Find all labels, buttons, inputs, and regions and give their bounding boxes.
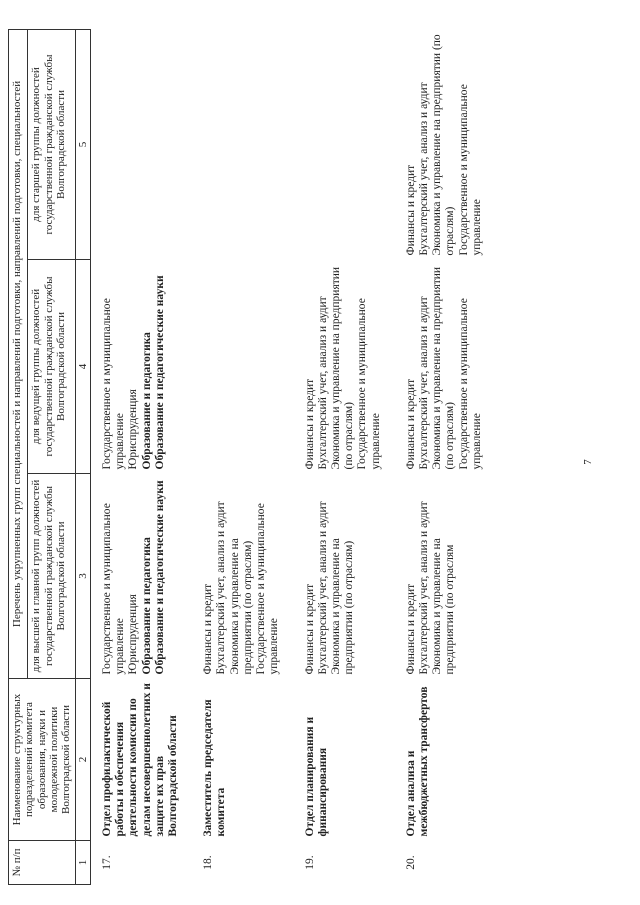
specialty-item: Экономика и управление на предприятии (по отраслям) <box>431 266 457 470</box>
table-row <box>395 29 496 884</box>
table-row <box>192 29 293 884</box>
specialty-item: Экономика и управление на предприятии (по отраслям) <box>329 266 356 470</box>
header-number: 2 <box>75 679 90 841</box>
specialty-item: Образование и педагогика <box>140 332 153 470</box>
specialties-senior <box>395 29 496 259</box>
header-senior: для старшей группы должностей государственной гражданской службы Волгоградской области <box>28 29 75 259</box>
header-number: 5 <box>75 29 90 259</box>
specialty-item: Государственное и муниципальное управление <box>255 503 281 675</box>
table-row <box>90 29 192 884</box>
header-numbers-row <box>75 29 90 884</box>
header-leading: для ведущей группы должностей государственной гражданской службы Волгоградской области <box>28 260 75 474</box>
page-number: 7 <box>581 459 594 465</box>
specialty-item: Экономика и управление на предприятии (по отраслям) <box>431 34 457 256</box>
specialties-highest <box>395 474 496 679</box>
specialty-item: Бухгалтерский учет, анализ и аудит <box>215 501 228 675</box>
specialty-item: Экономика и управление на предприятии (по отраслям <box>431 538 457 675</box>
specialty-item: Финансы и кредит <box>303 378 316 470</box>
header-highest: для высшей и главной групп должностей государственной гражданской службы Волгоградской области <box>28 474 75 679</box>
table-header <box>9 29 91 884</box>
specialty-item: Бухгалтерский учет, анализ и аудит <box>316 296 329 470</box>
specialty-item: Финансы и кредит <box>404 164 417 256</box>
specialty-item: Бухгалтерский учет, анализ и аудит <box>418 501 431 675</box>
header-number: 4 <box>75 260 90 474</box>
document-sheet <box>8 30 608 885</box>
specialty-item: Экономика и управление на предприятии (по отраслям) <box>228 538 254 675</box>
header-num: № п/п <box>9 841 76 885</box>
specialty-item: Образование и педагогические науки <box>153 480 166 675</box>
header-number: 1 <box>75 841 90 885</box>
specialty-item: Образование и педагогика <box>140 537 153 675</box>
specialty-item: Юриспруденция <box>127 389 140 470</box>
department-name: Отдел планирования и финансирования <box>303 716 329 837</box>
specialty-item: Экономика и управление на предприятии (по отраслям) <box>329 538 356 675</box>
specialties-senior <box>90 29 192 259</box>
specialties-leading <box>192 260 293 474</box>
department-name: Отдел анализа и межбюджетных трансфертов <box>404 686 431 837</box>
specialty-item: Государственное и муниципальное управление <box>100 503 127 675</box>
specialties-leading <box>395 260 496 474</box>
specialty-item: Государственное и муниципальное управление <box>457 84 483 256</box>
specialties-senior <box>192 29 293 259</box>
specialty-item: Финансы и кредит <box>404 583 417 675</box>
specialty-item: Финансы и кредит <box>202 583 215 675</box>
specialty-item: Бухгалтерский учет, анализ и аудит <box>316 501 329 675</box>
specialty-item: Финансы и кредит <box>303 583 316 675</box>
row-number: 18. <box>202 855 215 870</box>
header-number: 3 <box>75 474 90 679</box>
specialties-leading <box>294 260 395 474</box>
header-list: Перечень укрупненных групп специальностей и направлений подготовки, направлений подготовки, специальностей <box>9 29 28 678</box>
specialty-item: Государственное и муниципальное управление <box>356 298 382 470</box>
specialty-item: Финансы и кредит <box>404 378 417 470</box>
header-name: Наименование структурных подразделений комитета образования, науки и молодежной политики Волгоградской области <box>9 679 76 841</box>
specialties-highest <box>294 474 395 679</box>
specialties-leading <box>90 260 192 474</box>
row-number: 20. <box>404 855 417 870</box>
department-name: Отдел профилактической работы и обеспечения деятельности комиссии по делам несовершеннолетних и защите их прав Волгоградской области <box>100 683 179 837</box>
specialty-item: Образование и педагогические науки <box>153 275 166 470</box>
row-number: 19. <box>303 855 316 870</box>
specialties-table <box>8 29 496 885</box>
specialties-senior <box>294 29 395 259</box>
department-name: Заместитель председателя комитета <box>202 699 228 837</box>
specialty-item: Бухгалтерский учет, анализ и аудит <box>418 296 431 470</box>
specialties-highest <box>90 474 192 679</box>
specialty-item: Юриспруденция <box>127 594 140 675</box>
row-number: 17. <box>100 855 113 870</box>
specialty-item: Государственное и муниципальное управление <box>457 298 483 470</box>
specialty-item: Бухгалтерский учет, анализ и аудит <box>418 82 431 256</box>
specialty-item: Государственное и муниципальное управление <box>100 298 127 470</box>
specialties-highest <box>192 474 293 679</box>
table-row <box>294 29 395 884</box>
table-body <box>90 29 496 884</box>
